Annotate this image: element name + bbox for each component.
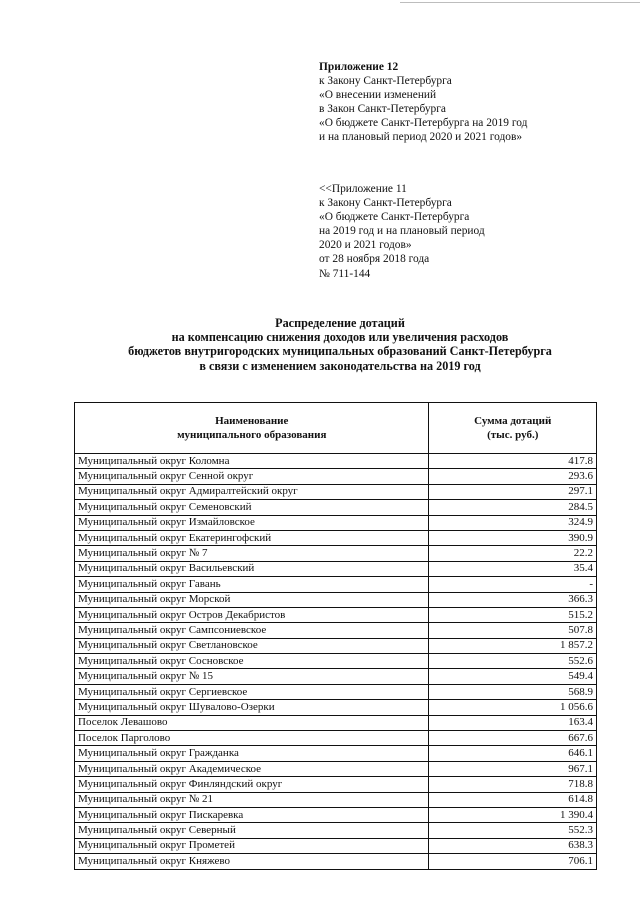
municipality-name: Муниципальный округ Княжево — [75, 854, 429, 869]
subsidy-amount: 507.8 — [429, 623, 597, 638]
table-header-row — [75, 403, 597, 454]
document-title — [60, 316, 620, 373]
table-row — [75, 761, 597, 776]
subsidy-amount: 614.8 — [429, 792, 597, 807]
appendix-12-line: «О бюджете Санкт-Петербурга на 2019 год — [319, 117, 528, 130]
municipality-name: Поселок Левашово — [75, 715, 429, 730]
table-row — [75, 515, 597, 530]
appendix-12-line: «О внесении изменений — [319, 89, 437, 102]
subsidy-amount: 638.3 — [429, 838, 597, 853]
header-municipality — [75, 403, 429, 454]
title-line: бюджетов внутригородских муниципальных образований Санкт-Петербурга — [128, 344, 552, 359]
appendix-12-line: и на плановый период 2020 и 2021 годов» — [319, 131, 523, 144]
municipality-name: Муниципальный округ Сосновское — [75, 654, 429, 669]
subsidy-amount: 568.9 — [429, 684, 597, 699]
table-row — [75, 623, 597, 638]
municipality-name: Муниципальный округ № 15 — [75, 669, 429, 684]
appendix-11-line: от 28 ноября 2018 года — [319, 253, 430, 266]
subsidy-amount: 552.6 — [429, 654, 597, 669]
subsidy-amount: 552.3 — [429, 823, 597, 838]
table-row — [75, 700, 597, 715]
appendix-12-line: Приложение 12 — [319, 61, 399, 73]
table-row — [75, 577, 597, 592]
table-row — [75, 838, 597, 853]
subsidy-amount: 35.4 — [429, 561, 597, 576]
subsidy-amount: 549.4 — [429, 669, 597, 684]
municipality-name: Муниципальный округ Сампсониевское — [75, 623, 429, 638]
subsidy-amount: 1 857.2 — [429, 638, 597, 653]
subsidy-table — [74, 402, 597, 870]
subsidy-amount: 284.5 — [429, 500, 597, 515]
table-row — [75, 731, 597, 746]
subsidy-amount: 366.3 — [429, 592, 597, 607]
header-amount-line-2: (тыс. руб.) — [487, 429, 539, 441]
table-row — [75, 530, 597, 545]
subsidy-amount: 967.1 — [429, 761, 597, 776]
appendix-11-line: «О бюджете Санкт-Петербурга — [319, 211, 470, 224]
municipality-name: Муниципальный округ Светлановское — [75, 638, 429, 653]
subsidy-amount: 667.6 — [429, 731, 597, 746]
title-line: Распределение дотаций — [275, 316, 405, 330]
table-row — [75, 592, 597, 607]
scan-edge-line — [400, 2, 640, 3]
subsidy-amount: 297.1 — [429, 484, 597, 499]
municipality-name: Муниципальный округ № 21 — [75, 792, 429, 807]
table-row — [75, 807, 597, 822]
table-row — [75, 638, 597, 653]
municipality-name: Муниципальный округ Морской — [75, 592, 429, 607]
table-row — [75, 715, 597, 730]
municipality-name: Муниципальный округ Васильевский — [75, 561, 429, 576]
table-row — [75, 484, 597, 499]
municipality-name: Муниципальный округ Финляндский округ — [75, 777, 429, 792]
subsidy-amount: - — [429, 577, 597, 592]
table-row — [75, 546, 597, 561]
subsidy-amount: 163.4 — [429, 715, 597, 730]
table-row — [75, 454, 597, 469]
municipality-name: Муниципальный округ № 7 — [75, 546, 429, 561]
subsidy-amount: 515.2 — [429, 607, 597, 622]
municipality-name: Поселок Парголово — [75, 731, 429, 746]
table-row — [75, 469, 597, 484]
municipality-name: Муниципальный округ Шувалово-Озерки — [75, 700, 429, 715]
appendix-11-line: к Закону Санкт-Петербурга — [319, 197, 452, 210]
municipality-name: Муниципальный округ Остров Декабристов — [75, 607, 429, 622]
municipality-name: Муниципальный округ Пискаревка — [75, 807, 429, 822]
subsidy-amount: 718.8 — [429, 777, 597, 792]
header-amount — [429, 403, 597, 454]
table-body — [75, 454, 597, 870]
subsidy-amount: 417.8 — [429, 454, 597, 469]
municipality-name: Муниципальный округ Семеновский — [75, 500, 429, 515]
table-row — [75, 823, 597, 838]
subsidy-amount: 324.9 — [429, 515, 597, 530]
municipality-name: Муниципальный округ Коломна — [75, 454, 429, 469]
subsidy-amount: 646.1 — [429, 746, 597, 761]
appendix-11-line: на 2019 год и на плановый период — [319, 225, 485, 238]
table-row — [75, 792, 597, 807]
municipality-name: Муниципальный округ Северный — [75, 823, 429, 838]
municipality-name: Муниципальный округ Сенной округ — [75, 469, 429, 484]
table-row — [75, 669, 597, 684]
header-municipality-line-2: муниципального образования — [177, 429, 327, 441]
table-row — [75, 777, 597, 792]
table-row — [75, 746, 597, 761]
table-row — [75, 561, 597, 576]
appendix-11-line: <<Приложение 11 — [319, 183, 407, 195]
subsidy-amount: 1 056.6 — [429, 700, 597, 715]
municipality-name: Муниципальный округ Сергиевское — [75, 684, 429, 699]
municipality-name: Муниципальный округ Гражданка — [75, 746, 429, 761]
header-amount-line-1: Сумма дотаций — [474, 415, 552, 427]
appendix-12-block — [319, 60, 527, 145]
municipality-name: Муниципальный округ Измайловское — [75, 515, 429, 530]
subsidy-amount: 1 390.4 — [429, 807, 597, 822]
subsidy-amount: 293.6 — [429, 469, 597, 484]
subsidy-amount: 706.1 — [429, 854, 597, 869]
municipality-name: Муниципальный округ Адмиралтейский округ — [75, 484, 429, 499]
table-row — [75, 684, 597, 699]
title-line: на компенсацию снижения доходов или увеличения расходов — [171, 330, 509, 345]
appendix-11-line: 2020 и 2021 годов» — [319, 239, 412, 252]
appendix-11-block — [319, 182, 485, 281]
table-row — [75, 607, 597, 622]
table-row — [75, 654, 597, 669]
municipality-name: Муниципальный округ Прометей — [75, 838, 429, 853]
table-row — [75, 500, 597, 515]
header-municipality-line-1: Наименование — [215, 415, 289, 427]
appendix-12-line: в Закон Санкт-Петербурга — [319, 103, 446, 116]
title-line: в связи с изменением законодательства на 2019 год — [199, 358, 481, 373]
municipality-name: Муниципальный округ Екатерингофский — [75, 530, 429, 545]
municipality-name: Муниципальный округ Гавань — [75, 577, 429, 592]
appendix-11-line: № 711-144 — [319, 267, 371, 280]
table-row — [75, 854, 597, 869]
appendix-12-line: к Закону Санкт-Петербурга — [319, 75, 452, 88]
municipality-name: Муниципальный округ Академическое — [75, 761, 429, 776]
subsidy-amount: 22.2 — [429, 546, 597, 561]
subsidy-amount: 390.9 — [429, 530, 597, 545]
